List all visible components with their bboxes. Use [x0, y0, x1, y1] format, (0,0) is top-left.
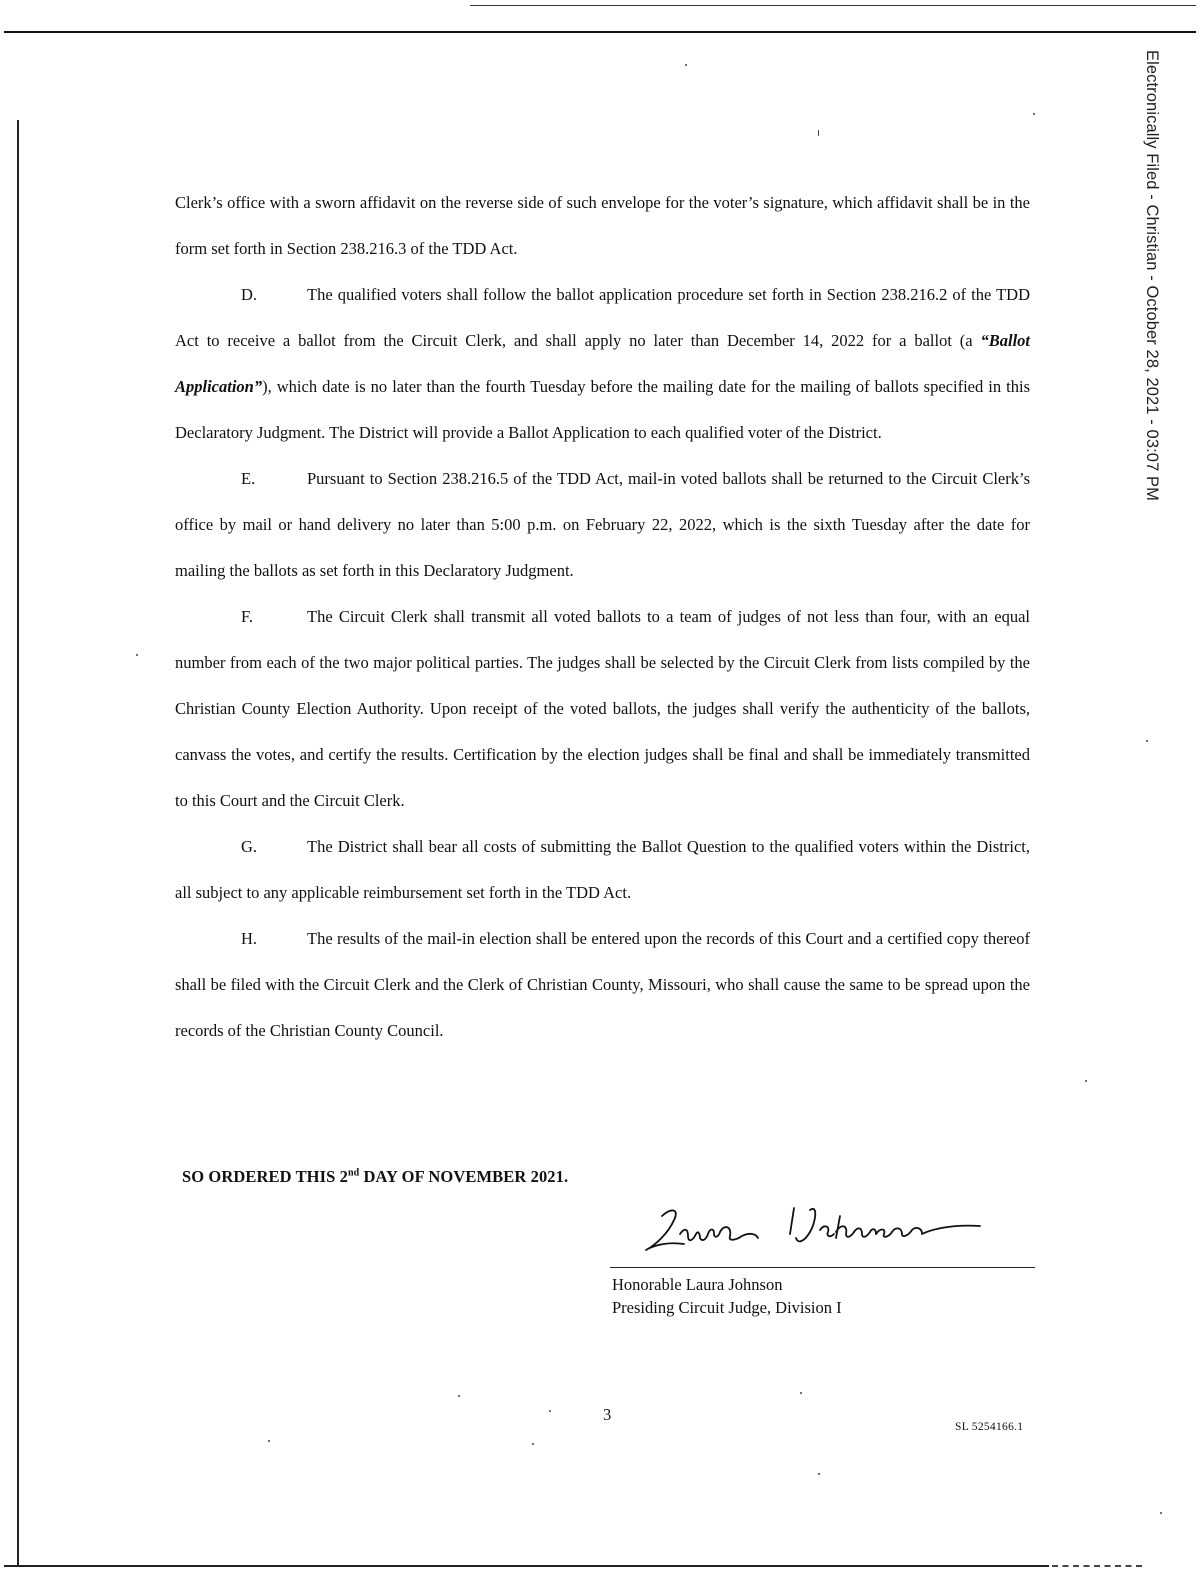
scan-speck [1033, 113, 1035, 115]
order-suffix: DAY OF NOVEMBER 2021. [359, 1167, 569, 1186]
continuation-paragraph: Clerk’s office with a sworn affidavit on the reverse side of such envelope for the voter’s signature, which affidavit shall be in the form set forth in Section 238.216.3 of the TDD Act. [175, 193, 1030, 258]
top-border [4, 31, 1196, 33]
order-body [175, 180, 1030, 1054]
paragraph-e [175, 456, 1030, 594]
scan-speck [1160, 1512, 1162, 1514]
scan-speck [818, 1473, 820, 1475]
paragraph-f [175, 594, 1030, 824]
scan-speck [685, 64, 687, 66]
paragraph-g-letter: G. [241, 837, 258, 856]
paragraph-d-letter: D. [241, 285, 258, 304]
ballot-application-term: “Ballot Application” [175, 331, 1030, 396]
bottom-border [4, 1565, 1049, 1567]
paragraph-f-text: The Circuit Clerk shall transmit all voted ballots to a team of judges of not less than four, with an equal number from each of the two major political parties. The judges shall be selected by the Circuit Clerk from lists compiled by the Christian County Election Authority. Upon receipt of the voted ballots, the judges shall verify the authenticity of the ballots, canvass the votes, and certify the results. Certification by the election judges shall be final and shall be immediately transmitted to this Court and the Circuit Clerk. [175, 607, 1030, 810]
paragraph-e-letter: E. [241, 469, 256, 488]
so-ordered-line [182, 1167, 568, 1187]
judge-title: Presiding Circuit Judge, Division I [612, 1298, 842, 1317]
judge-name: Honorable Laura Johnson [612, 1275, 783, 1294]
order-prefix: SO ORDERED THIS 2 [182, 1167, 348, 1186]
scan-speck [549, 1410, 551, 1412]
left-border [17, 120, 19, 1565]
document-id: SL 5254166.1 [955, 1421, 1024, 1433]
scan-speck [268, 1440, 270, 1442]
e-filing-stamp: Electronically Filed - Christian - October 28, 2021 - 03:07 PM [1143, 50, 1161, 501]
paragraph-g [175, 824, 1030, 916]
scan-speck [136, 654, 138, 656]
bottom-border-dashed [1052, 1565, 1142, 1567]
page-number: 3 [603, 1405, 612, 1424]
scan-speck [532, 1443, 534, 1445]
signature-line [610, 1267, 1035, 1268]
order-superscript: nd [347, 1167, 360, 1179]
paragraph-d-text-before: The qualified voters shall follow the ballot application procedure set forth in Section 238.216.2 of the TDD Act to receive a ballot from the Circuit Clerk, and shall apply no later than December 14, 2022 for a ballot (a [175, 285, 1030, 350]
paragraph-d-text-after: ), which date is no later than the fourth Tuesday before the mailing date for the mailing of ballots specified in this Declaratory Judgment. The District will provide a Ballot Application to each qualified voter of the District. [175, 377, 1030, 442]
scan-speck [1085, 1080, 1087, 1082]
scan-speck [800, 1392, 802, 1394]
scan-speck [1146, 740, 1148, 742]
scan-speck [458, 1395, 460, 1397]
top-border-thin [470, 5, 1196, 6]
paragraph-d [175, 272, 1030, 456]
judge-signature [640, 1194, 1000, 1264]
paragraph-g-text: The District shall bear all costs of submitting the Ballot Question to the qualified voters within the District, all subject to any applicable reimbursement set forth in the TDD Act. [175, 837, 1030, 902]
paragraph-e-text: Pursuant to Section 238.216.5 of the TDD Act, mail-in voted ballots shall be returned to the Circuit Clerk’s office by mail or hand delivery no later than 5:00 p.m. on February 22, 2022, which is the sixth Tuesday after the date for mailing the ballots as set forth in this Declaratory Judgment. [175, 469, 1030, 580]
paragraph-f-letter: F. [241, 607, 253, 626]
scan-speck [818, 130, 819, 136]
paragraph-h-text: The results of the mail-in election shall be entered upon the records of this Court and a certified copy thereof shall be filed with the Circuit Clerk and the Clerk of Christian County, Missouri, who shall cause the same to be spread upon the records of the Christian County Council. [175, 929, 1030, 1040]
paragraph-h [175, 916, 1030, 1054]
paragraph-h-letter: H. [241, 929, 258, 948]
